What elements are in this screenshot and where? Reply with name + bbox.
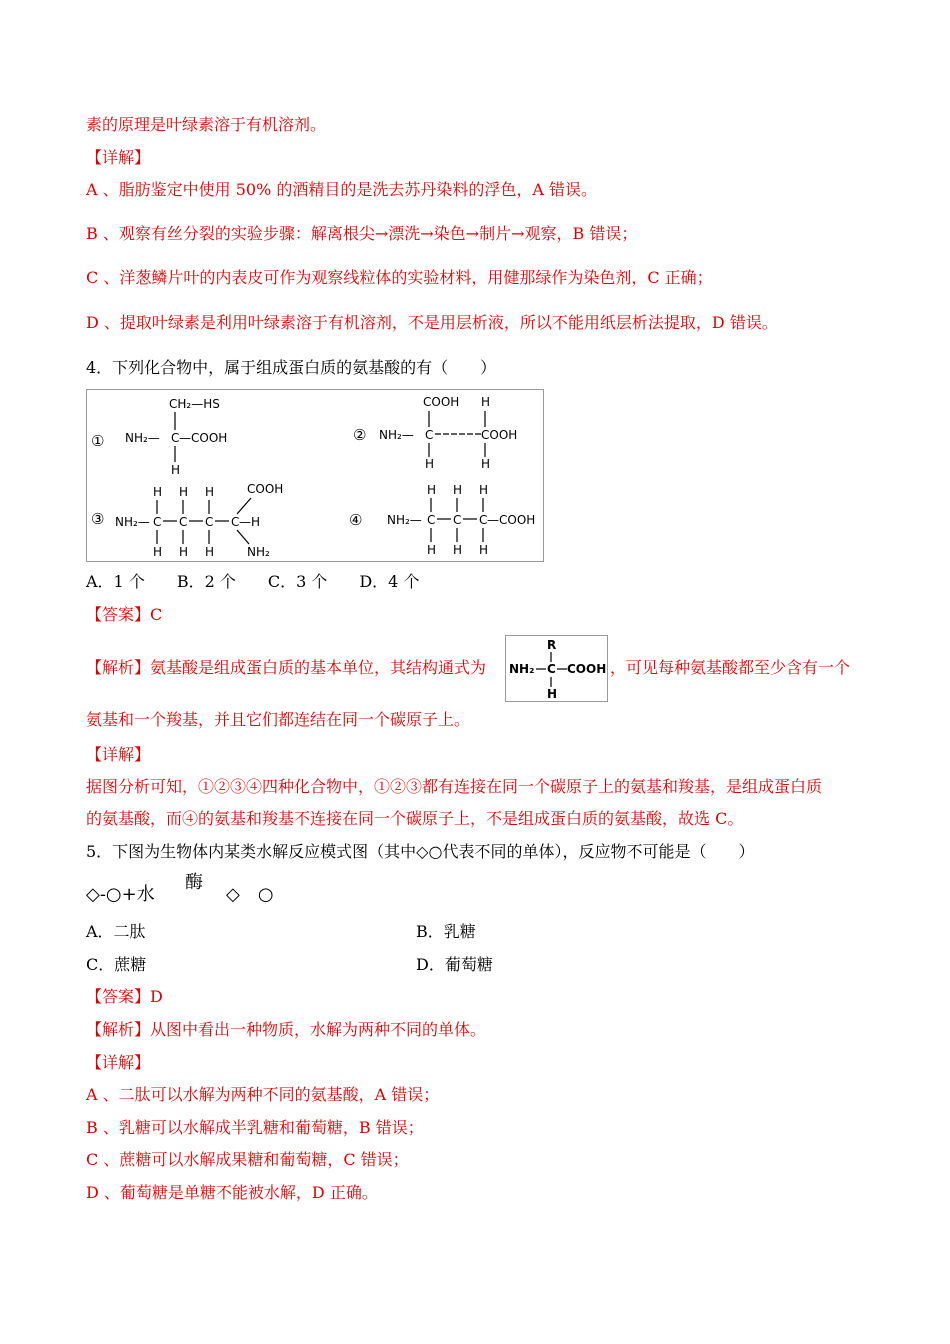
svg-text:C: C (205, 515, 214, 529)
svg-text:C: C (171, 431, 180, 445)
q4-detail-1: 据图分析可知，①②③④四种化合物中，①②③都有连接在同一个碳原子上的氨基和羧基，是组成蛋白质 (86, 777, 823, 796)
svg-text:H: H (427, 483, 437, 497)
svg-text:C: C (425, 428, 434, 442)
q5-detail-b: B 、乳糖可以水解成半乳糖和葡萄糖，B 错误； (86, 1118, 424, 1137)
svg-text:H: H (481, 457, 491, 471)
q3-intro: 素的原理是叶绿素溶于有机溶剂。 (86, 115, 327, 134)
q4-analysis-text3: 氨基和一个羧基，并且它们都连结在同一个碳原子上。 (86, 710, 471, 729)
q4-answer: 【答案】C (86, 605, 163, 624)
q3-option-a: A 、脂肪鉴定中使用 50% 的酒精目的是洗去苏丹染料的浮色，A 错误。 (86, 180, 598, 199)
q5-detail-c: C 、蔗糖可以水解成果糖和葡萄糖，C 错误； (86, 1150, 409, 1169)
q5-analysis: 【解析】从图中看出一种物质，水解为两种不同的单体。 (86, 1020, 487, 1039)
q5-detail-tag: 【详解】 (86, 1053, 151, 1072)
svg-text:H: H (179, 485, 189, 499)
q5-detail-a: A 、二肽可以水解为两种不同的氨基酸，A 错误； (86, 1085, 440, 1104)
svg-text:①: ① (91, 432, 105, 450)
q5-reaction-left: ◇-○+水 (86, 884, 155, 905)
svg-text:H: H (547, 687, 558, 701)
svg-text:NH₂: NH₂ (247, 545, 270, 559)
svg-text:③: ③ (91, 510, 105, 528)
structure-4 (349, 483, 535, 557)
svg-text:—COOH: —COOH (179, 431, 228, 445)
svg-text:—H: —H (239, 515, 261, 529)
svg-text:H: H (481, 395, 491, 409)
q4-detail-2: 的氨基酸，而④的氨基和羧基不连接在同一个碳原子上，不是组成蛋白质的氨基酸，故选 C。 (86, 809, 744, 828)
svg-text:CH₂—HS: CH₂—HS (169, 397, 220, 411)
svg-text:H: H (479, 483, 489, 497)
svg-text:H: H (205, 545, 215, 559)
structure-3 (91, 482, 283, 559)
q3-detail-tag: 【详解】 (86, 148, 151, 167)
q5-option-d: D．葡萄糖 (416, 955, 493, 974)
q4-analysis-line1 (86, 658, 486, 678)
svg-text:H: H (153, 545, 163, 559)
q4-options: A．1 个 B．2 个 C．3 个 D．4 个 (86, 572, 420, 591)
q5-products: ◇ ○ (226, 884, 274, 905)
q5-answer: 【答案】D (86, 987, 163, 1006)
svg-text:H: H (171, 463, 181, 477)
svg-text:COOH: COOH (481, 428, 518, 442)
svg-text:C: C (547, 662, 556, 676)
q5-detail-d: D 、葡萄糖是单糖不能被水解，D 正确。 (86, 1183, 378, 1202)
svg-text:H: H (479, 543, 489, 557)
svg-text:COOH: COOH (423, 395, 460, 409)
q5-option-a: A．二肽 (86, 922, 146, 941)
q3-option-d: D 、提取叶绿素是利用叶绿素溶于有机溶剂，不是用层析液，所以不能用纸层析法提取，D 错误。 (86, 313, 778, 332)
q3-option-c: C 、洋葱鳞片叶的内表皮可作为观察线粒体的实验材料，用健那绿作为染色剂，C 正确； (86, 268, 713, 287)
q4-structures-figure (86, 389, 544, 562)
svg-text:H: H (205, 485, 215, 499)
q3-option-b: B 、观察有丝分裂的实验步骤：解离根尖→漂洗→染色→制片→观察，B 错误； (86, 224, 638, 243)
q5-option-b: B．乳糖 (416, 922, 476, 941)
q5-enzyme-label: 酶 (185, 872, 203, 893)
svg-text:H: H (453, 543, 463, 557)
svg-text:H: H (153, 485, 163, 499)
svg-text:NH₂—: NH₂— (387, 513, 422, 527)
svg-text:—COOH: —COOH (487, 513, 536, 527)
svg-text:C: C (231, 515, 240, 529)
svg-text:H: H (427, 543, 437, 557)
svg-text:COOH: COOH (567, 662, 607, 676)
q4-stem: 4．下列化合物中，属于组成蛋白质的氨基酸的有（ ） (86, 358, 497, 377)
svg-text:NH₂—: NH₂— (115, 515, 150, 529)
svg-text:H: H (453, 483, 463, 497)
svg-text:NH₂—: NH₂— (379, 428, 414, 442)
svg-text:C: C (427, 513, 436, 527)
svg-text:R: R (547, 638, 557, 652)
svg-text:④: ④ (349, 511, 363, 529)
svg-text:COOH: COOH (247, 482, 284, 496)
structure-2 (353, 395, 517, 471)
svg-text:NH₂: NH₂ (509, 662, 535, 676)
svg-text:H: H (425, 457, 435, 471)
general-formula-figure (505, 635, 608, 702)
structure-1 (91, 397, 227, 477)
q5-option-c: C．蔗糖 (86, 955, 147, 974)
q4-analysis-text2: ，可见每种氨基酸都至少含有一个 (610, 658, 851, 677)
svg-text:C: C (479, 513, 488, 527)
q4-detail-tag: 【详解】 (86, 745, 151, 764)
svg-text:NH₂—: NH₂— (125, 431, 160, 445)
svg-text:C: C (153, 515, 162, 529)
svg-text:②: ② (353, 426, 367, 444)
q5-stem: 5．下图为生物体内某类水解反应模式图（其中◇○代表不同的单体），反应物不可能是（ ） (86, 842, 755, 861)
q4-analysis-tag: 【解析】 (86, 658, 151, 677)
svg-text:H: H (179, 545, 189, 559)
q4-analysis-text1: 氨基酸是组成蛋白质的基本单位，其结构通式为 (150, 658, 487, 677)
svg-text:C: C (179, 515, 188, 529)
svg-text:C: C (453, 513, 462, 527)
